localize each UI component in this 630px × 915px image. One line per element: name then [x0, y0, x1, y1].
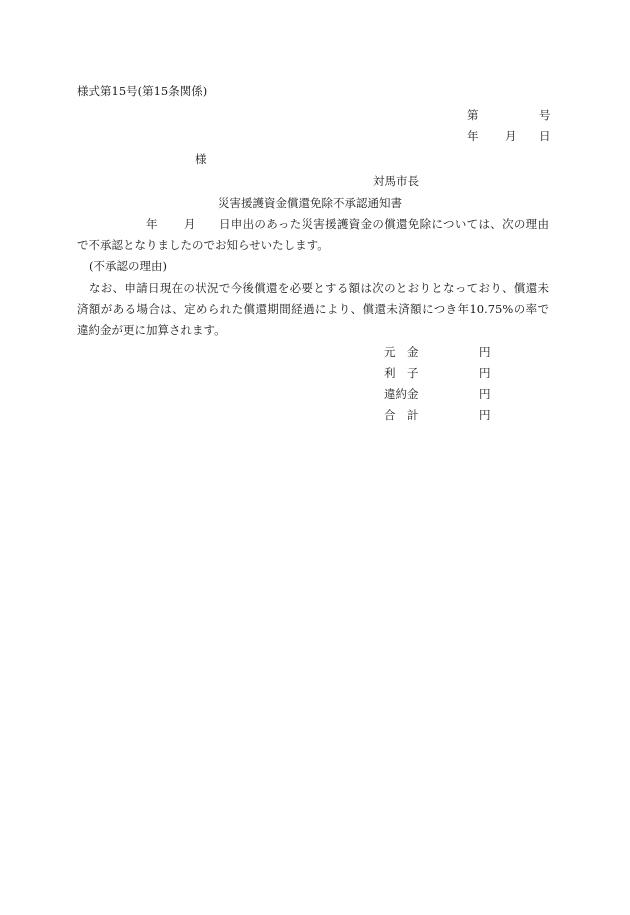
amount-label-principal: 元 金 — [384, 345, 419, 359]
header-go: 号 — [539, 108, 551, 122]
reason-heading: (不承認の理由) — [89, 259, 167, 273]
document-title: 災害援護資金償還免除不承認通知書 — [218, 196, 402, 210]
header-dai: 第 — [467, 108, 479, 122]
note-line-2: 済額がある場合は、定められた償還期間経過により、償還未済額につき年10.75%の率で — [77, 302, 549, 316]
form-number: 様式第15号(第15条関係) — [77, 84, 208, 98]
amount-label-total: 合 計 — [384, 408, 419, 422]
header-year: 年 — [467, 129, 479, 143]
intro-year: 年 — [146, 217, 158, 231]
header-month: 月 — [505, 129, 517, 143]
issuer-name: 対馬市長 — [373, 174, 419, 188]
amount-label-penalty: 違約金 — [384, 387, 419, 401]
intro-line-2: で不承認となりましたのでお知らせいたします。 — [77, 238, 329, 252]
intro-month: 月 — [184, 217, 196, 231]
amount-label-interest: 利 子 — [384, 366, 419, 380]
intro-line-1: 日申出のあった災害援護資金の償還免除については、次の理由 — [219, 217, 549, 231]
header-day: 日 — [539, 129, 551, 143]
amount-unit-interest: 円 — [479, 366, 491, 380]
recipient-honorific: 様 — [195, 152, 207, 166]
note-line-1: なお、申請日現在の状況で今後償還を必要とする額は次のとおりとなっており、償還未 — [89, 281, 549, 295]
note-line-3: 違約金が更に加算されます。 — [77, 323, 226, 337]
amount-unit-principal: 円 — [479, 345, 491, 359]
amount-unit-penalty: 円 — [479, 387, 491, 401]
amount-unit-total: 円 — [479, 408, 491, 422]
